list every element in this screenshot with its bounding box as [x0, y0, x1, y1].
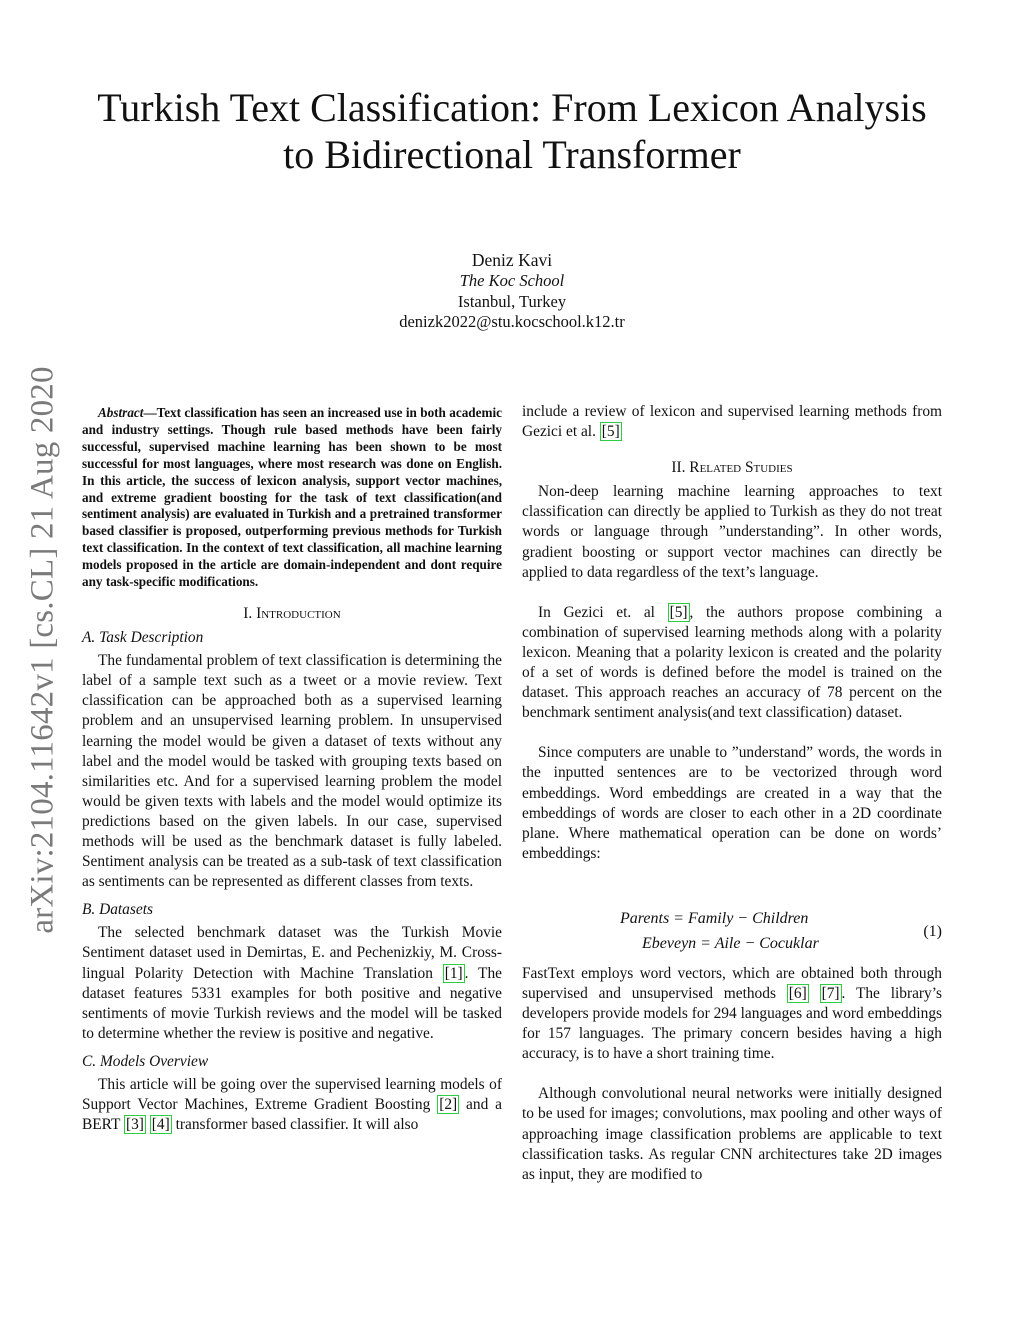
abstract-label: Abstract: [98, 405, 144, 420]
related-2-text: In Gezici et. al: [538, 603, 668, 621]
citation-link[interactable]: [6]: [788, 984, 807, 1002]
arxiv-identifier: arXiv:2104.11642v1 [cs.CL] 21 Aug 2020: [24, 366, 61, 934]
author-location: Istanbul, Turkey: [457, 291, 567, 311]
citation-link[interactable]: [3]: [125, 1116, 144, 1134]
related-2-text-cont: , the authors propose combining a combination of supervised learning methods along with a polarity lexicon. Meaning that a polarity lexicon is created and the polarity of a set of words is defined before the model is trained on the dataset. This approach reaches an accuracy of 78 percent on the benchmark sentiment analysis(and text classification) dataset.: [522, 603, 942, 722]
section-heading-introduction: I. Introduction: [243, 604, 341, 622]
author-email: denizk2022@stu.kocschool.k12.tr: [399, 312, 625, 331]
equation-line-1: Parents = Family − Children: [620, 909, 809, 927]
citation-link[interactable]: [7]: [821, 984, 840, 1002]
citation-link[interactable]: [1]: [444, 964, 463, 982]
citation-link[interactable]: [5]: [601, 423, 620, 441]
fasttext-text-cont: . The library’s developers provide models for 294 languages and word embeddings for 157 languages. The primary concern besides having a high accuracy, is to have a short training time.: [522, 984, 942, 1063]
author-block: [262, 250, 762, 333]
datasets-text-cont: . The dataset features 5331 examples for both positive and negative sentiments of movie Turkish reviews and the model will be tasked to determine whether the review is positive and negative.: [82, 964, 502, 1042]
models-text: This article will be going over the supervised learning models of Support Vector Machines, Extreme Gradient Boosting: [82, 1076, 502, 1114]
subsection-heading-models-overview: C. Models Overview: [82, 1052, 209, 1070]
subsection-heading-datasets: B. Datasets: [82, 901, 153, 919]
citation-link[interactable]: [4]: [151, 1116, 170, 1134]
paragraph-related-1: Non-deep learning machine learning approaches to text classification can directly be applied to Turkish as they do not treat words or language through ”understanding”. In other words, gradient boosting or support vector machines can directly be applied to data regardless of the text’s language.: [522, 483, 942, 581]
right-column: [522, 402, 942, 1185]
paragraph-task-description: The fundamental problem of text classification is determining the label of a sample text such as a tweet or a movie review. Text classification can be approached both as a supervised learning problem and an unsupervised learning problem. In unsupervised learning the model would be given a dataset of texts without any label and the model would be tasked with grouping texts based on similarities etc. And for a supervised learning problem the model would be given texts with labels and the model would optimize its predictions based on the given labels. In our case, supervised methods will be used as the benchmark dataset is fully labeled. Sentiment analysis can be treated as a sub-task of text classification as sentiments can be represented as different classes from texts.: [82, 652, 502, 891]
author-affiliation: The Koc School: [459, 271, 565, 290]
paragraph-related-2: [522, 603, 942, 724]
equation-1: [522, 904, 942, 956]
equation-line-2: Ebeveyn = Aile − Cocuklar: [642, 934, 819, 952]
author-name: Deniz Kavi: [471, 250, 553, 270]
paragraph-fasttext: [522, 964, 942, 1064]
equation-number: (1): [923, 922, 942, 940]
citation-link[interactable]: [5]: [669, 603, 688, 621]
abstract-text: —Text classification has seen an increased use in both academic and industry settings. Though rule based methods have been fairly successful, supervised machine learning has been shown to be most successful for most languages, where most research was done on English. In this article, the success of lexicon analysis, support vector machines, and extreme gradient boosting for the task of text classification(and sentiment analysis) are evaluated in Turkish and a pretrained transformer based classifier is proposed, outperforming previous methods for Turkish text classification. In the context of text classification, all machine learning models proposed in the article are domain-independent and dont require any task-specific modifications.: [82, 405, 502, 590]
title-line-2: to Bidirectional Transformer: [283, 132, 741, 177]
models-text-end: transformer based classifier. It will also: [171, 1116, 419, 1134]
paragraph-continued: [522, 402, 942, 442]
section-heading-related-studies: II. Related Studies: [671, 459, 793, 477]
paper-title: [60, 84, 964, 178]
subsection-heading-task-description: A. Task Description: [82, 629, 204, 647]
title-line-1: Turkish Text Classification: From Lexicon Analysis: [97, 85, 927, 130]
models-text-cont: and a BERT: [82, 1096, 503, 1134]
paragraph-models-overview: [82, 1075, 502, 1135]
abstract: [82, 405, 502, 591]
left-column: [82, 402, 502, 1135]
continued-text: include a review of lexicon and supervised learning methods from Gezici et al.: [522, 403, 942, 441]
paragraph-cnn: Although convolutional neural networks were initially designed to be used for images; convolutions, max pooling and other ways of approaching image classification problems are applicable to text classification tasks. As regular CNN architectures take 2D images as input, they are modified to: [522, 1085, 942, 1183]
paragraph-datasets: [82, 923, 502, 1044]
datasets-text: The selected benchmark dataset was the Turkish Movie Sentiment dataset used in Demirtas, E. and Pechenizkiy, M. Cross-lingual Polarity Detection with Machine Translation: [82, 924, 502, 982]
citation-link[interactable]: [2]: [439, 1096, 458, 1114]
paragraph-related-3: Since computers are unable to ”understand” words, the words in the inputted sentences are to be vectorized through word embeddings. Word embeddings are created in a way that the embeddings of words are closer to each other in a 2D coordinate plane. Where mathematical operation can be done on words’ embeddings:: [522, 744, 942, 862]
fasttext-text: FastText employs word vectors, which are obtained both through supervised and unsupervised methods: [522, 964, 942, 1002]
